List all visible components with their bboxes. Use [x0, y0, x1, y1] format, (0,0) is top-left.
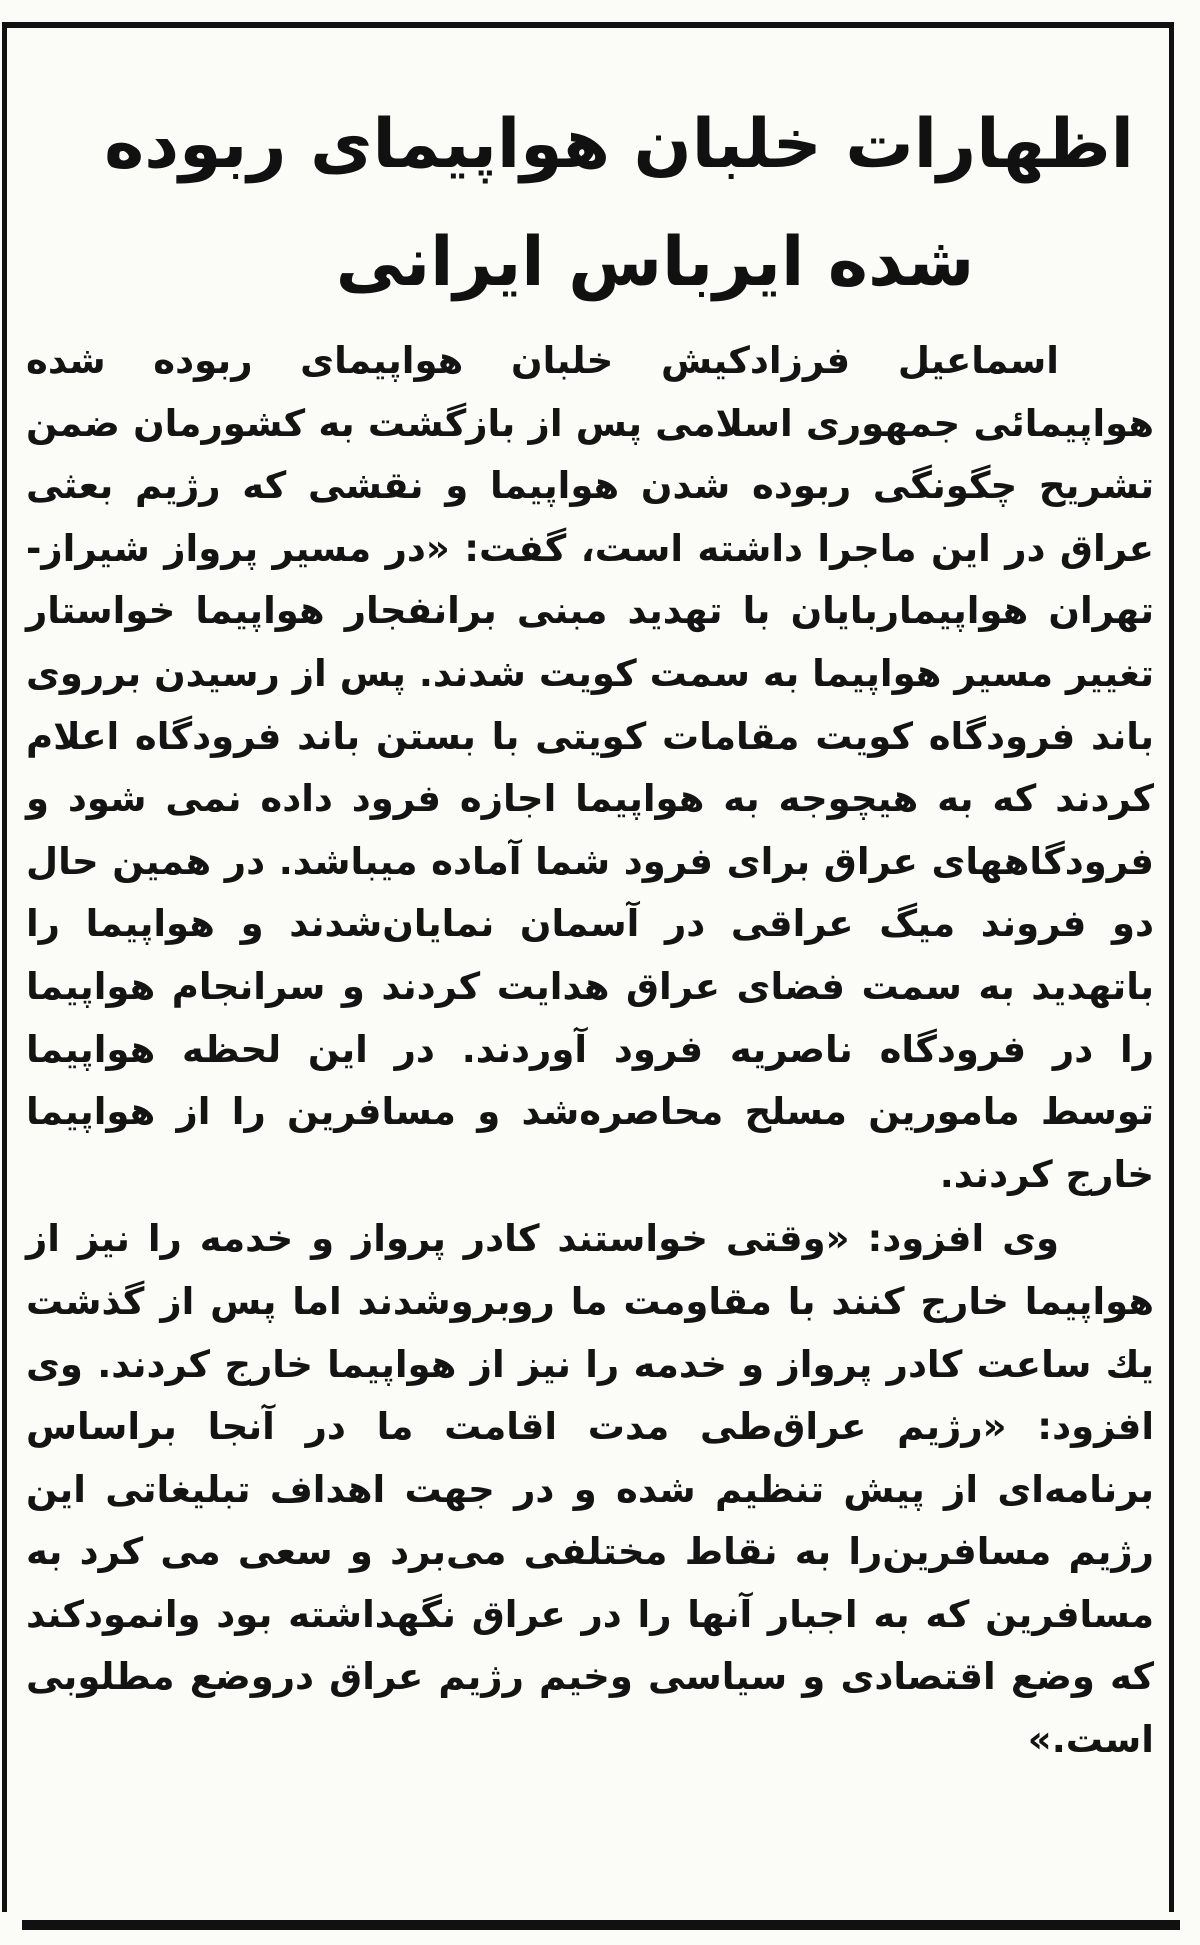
- headline-line-2: شده ایرباس ایرانی: [335, 223, 975, 302]
- article-paragraph-2: وی افزود: «وقتی خواستند کادر پرواز و خدمه را نیز از هواپیما خارج کنند با مقاومت ما روبروشدند اما پس از گذشت یك ساعت کادر پرواز و خدمه را نیز از هواپیما خارج کردند. وی افزود: «رژیم عراق‌طی مدت اقامت ما در آنجا براساس برنامه‌ای از پیش تنظیم شده و در جهت اهداف تبلیغاتی این رژیم مسافرین‌را به نقاط مختلفی می‌برد و سعی می کرد به مسافرین که به اجبار آنها را در عراق نگهداشته بود وانمودکند که وضع اقتصادی و سیاسی وخیم رژیم عراق دروضع مطلوبی است.»: [26, 1217, 1154, 1762]
- article-headline: [40, 86, 1140, 322]
- article-paragraph-1: اسماعیل فرزادکیش خلبان هواپیمای ربوده شده هواپیمائی جمهوری اسلامی پس از بازگشت به کشورمان ضمن تشریح چگونگی ربوده شدن هواپیما و نقشی که رژیم بعثی عراق در این ماجرا داشته است، گفت: «در مسیر پرواز شیراز- تهران هواپیماربایان با تهدید مبنی برانفجار هواپیما خواستار تغییر مسیر هواپیما به سمت کویت شدند. پس از رسیدن برروی باند فرودگاه کویت مقامات کویتی با بستن باند فرودگاه اعلام کردند که به هیچوجه به هواپیما اجازه فرود داده نمی شود و فرودگاههای عراق برای فرود شما آماده میباشد. در همین حال دو فروند میگ عراقی در آسمان نمایان‌شدند و هواپیما را باتهدید به سمت فضای عراق هدایت کردند و سرانجام هواپیما را در فرودگاه ناصریه فرود آوردند. در این لحظه هواپیما توسط مامورین مسلح محاصره‌شد و مسافرین را از هواپیما خارج کردند.: [26, 339, 1154, 1196]
- bottom-divider: [22, 1920, 1180, 1930]
- article-body: [26, 330, 1154, 1772]
- headline-line-1: اظهارات خلبان هواپیمای ربوده: [104, 105, 1134, 184]
